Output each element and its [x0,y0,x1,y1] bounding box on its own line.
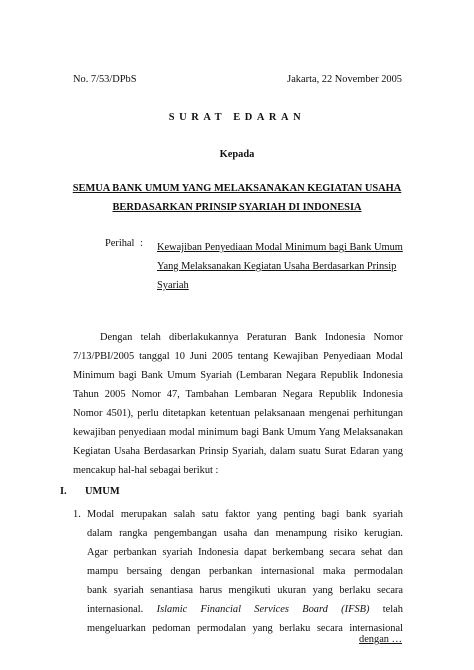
paragraph-line: Minimum bagi Bank Umum Syariah (Lembaran Negara Republik Indonesia [73,370,403,381]
item-line: mengeluarkan pedoman permodalan yang berlaku secara internasional [87,623,403,634]
section-number: I. [60,486,67,497]
item-line: dalam rangka pengembangan usaha dan menampung risiko kerugian. [87,528,403,539]
addressee-line-2: BERDASARKAN PRINSIP SYARIAH DI INDONESIA [112,202,362,213]
section-title: UMUM [85,486,120,497]
item-line [73,600,403,619]
item-line-text: internasional. [87,604,144,615]
paragraph-line: 7/13/PBI/2005 tanggal 10 Juni 2005 tentang Kewajiban Penyediaan Modal [73,351,403,362]
paragraph-line: Kegiatan Usaha Berdasarkan Prinsip Syariah, dalam suatu Surat Edaran yang [73,446,403,457]
perihal-colon: : [140,238,143,249]
perihal-line: Yang Melaksanakan Kegiatan Usaha Berdasarkan Prinsip [157,261,397,272]
item-line [73,505,403,524]
item-number: 1. [73,509,81,520]
paragraph-line: mencakup hal-hal sebagai berikut : [73,465,219,476]
list-item-1 [73,505,403,638]
perihal-line: Kewajiban Penyediaan Modal Minimum bagi Bank Umum [157,242,403,253]
perihal-line: Syariah [157,280,189,291]
paragraph-line: Dengan telah diberlakukannya Peraturan Bank Indonesia Nomor [100,332,403,343]
addressee-line-1: SEMUA BANK UMUM YANG MELAKSANAKAN KEGIATAN USAHA [72,183,402,194]
paragraph-line: kewajiban penyediaan modal minimum bagi Bank Umum Yang Melaksanakan [73,427,403,438]
intro-paragraph [73,328,403,480]
perihal-subject [157,238,409,295]
italic-term: Islamic Financial Services Board (IFSB) [156,604,370,615]
item-line-text: Modal merupakan salah satu faktor yang penting bagi bank syariah [87,509,403,520]
item-line: mampu bersaing dengan perbankan internasional maka permodalan [87,566,403,577]
item-line-text: telah [382,604,403,615]
continuation-marker: dengan … [359,634,402,645]
item-line: Agar perbankan syariah Indonesia dapat berkembang secara sehat dan [87,547,403,558]
kepada-heading: Kepada [219,149,255,160]
place-date: Jakarta, 22 November 2005 [287,74,402,85]
paragraph-line: Tahun 2005 Nomor 47, Tambahan Lembaran Negara Republik Indonesia [73,389,403,400]
section-heading [60,486,120,497]
paragraph-line: Nomor 4501), perlu ditetapkan ketentuan pelaksanaan mengenai perhitungan [73,408,403,419]
perihal-label: Perihal [105,238,135,249]
letter-number: No. 7/53/DPbS [73,74,137,85]
document-title: SURAT EDARAN [168,112,306,123]
item-line: bank syariah senantiasa harus mengikuti ukuran yang berlaku secara [87,585,403,596]
